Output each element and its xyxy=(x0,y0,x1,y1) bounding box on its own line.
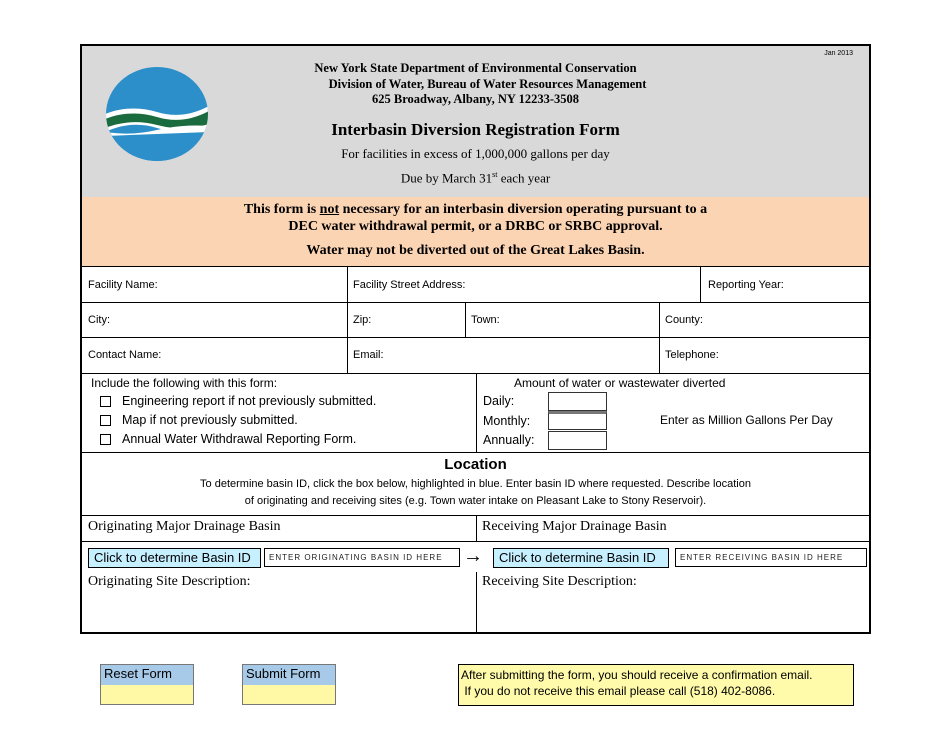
checklist-item[interactable]: Engineering report if not previously submitted. xyxy=(100,394,376,408)
notice-banner xyxy=(82,197,869,266)
checkbox[interactable] xyxy=(100,415,111,426)
submit-form-label: Submit Form xyxy=(243,665,335,685)
annually-input[interactable] xyxy=(548,431,607,450)
telephone-field[interactable]: Telephone: xyxy=(665,349,719,361)
receiving-site-description[interactable]: Receiving Site Description: xyxy=(482,574,637,589)
receiving-basin-id-input[interactable]: ENTER RECEIVING BASIN ID HERE xyxy=(675,548,867,567)
originating-basin-id-input[interactable]: ENTER ORIGINATING BASIN ID HERE xyxy=(264,548,460,567)
form-subtitle: For facilities in excess of 1,000,000 gallons per day xyxy=(341,146,610,161)
monthly-input[interactable] xyxy=(548,411,607,430)
daily-label: Daily: xyxy=(483,394,515,408)
unit-note: Enter as Million Gallons Per Day xyxy=(660,413,833,427)
revision-date: Jan 2013 xyxy=(824,50,853,57)
zip-field[interactable]: Zip: xyxy=(353,314,372,326)
reset-form-button[interactable] xyxy=(100,664,194,705)
reset-form-label: Reset Form xyxy=(101,665,193,685)
facility-street-field[interactable]: Facility Street Address: xyxy=(353,279,466,291)
reporting-year-field[interactable]: Reporting Year: xyxy=(708,279,784,291)
determine-receiving-basin-button[interactable]: Click to determine Basin ID xyxy=(493,548,669,568)
location-instructions-1: To determine basin ID, click the box below, highlighted in blue. Enter basin ID where requested. Describe location xyxy=(200,478,751,490)
checklist-item[interactable]: Map if not previously submitted. xyxy=(100,413,298,427)
agency-address: 625 Broadway, Albany, NY 12233-3508 xyxy=(372,92,579,106)
daily-input[interactable] xyxy=(548,392,607,411)
town-field[interactable]: Town: xyxy=(471,314,500,326)
amount-heading: Amount of water or wastewater diverted xyxy=(514,376,726,390)
registration-form xyxy=(80,44,871,634)
county-field[interactable]: County: xyxy=(665,314,703,326)
notice-line-2: DEC water withdrawal permit, or a DRBC or SRBC approval. xyxy=(288,219,663,234)
notice-line-3: Water may not be diverted out of the Great Lakes Basin. xyxy=(306,243,645,258)
checkbox[interactable] xyxy=(100,434,111,445)
location-instructions-2: of originating and receiving sites (e.g. Town water intake on Pleasant Lake to Stony Reservoir). xyxy=(244,495,707,507)
include-heading: Include the following with this form: xyxy=(91,376,278,390)
arrow-right-icon: → xyxy=(463,545,483,567)
email-field[interactable]: Email: xyxy=(353,349,384,361)
location-title: Location xyxy=(444,456,507,473)
submit-form-button[interactable] xyxy=(242,664,336,705)
receiving-basin-label: Receiving Major Drainage Basin xyxy=(482,519,667,534)
agency-name: New York State Department of Environmental Conservation xyxy=(314,61,637,75)
contact-name-field[interactable]: Contact Name: xyxy=(88,349,162,361)
originating-basin-label: Originating Major Drainage Basin xyxy=(88,519,281,534)
form-header xyxy=(82,46,869,197)
facility-name-field[interactable]: Facility Name: xyxy=(88,279,158,291)
originating-site-description[interactable]: Originating Site Description: xyxy=(88,574,251,589)
city-field[interactable]: City: xyxy=(88,314,110,326)
due-date: Due by March 31st each year xyxy=(400,170,551,186)
monthly-label: Monthly: xyxy=(483,414,531,428)
confirmation-message: After submitting the form, you should receive a confirmation email. If you do not receive this email please call (518) 402-8086. xyxy=(458,664,854,706)
notice-line-1: This form is not necessary for an interbasin diversion operating pursuant to a xyxy=(243,202,708,217)
determine-originating-basin-button[interactable]: Click to determine Basin ID xyxy=(88,548,261,568)
checkbox[interactable] xyxy=(100,396,111,407)
checklist-item[interactable]: Annual Water Withdrawal Reporting Form. xyxy=(100,432,356,446)
annually-label: Annually: xyxy=(483,433,535,447)
division-name: Division of Water, Bureau of Water Resources Management xyxy=(328,77,647,91)
form-title: Interbasin Diversion Registration Form xyxy=(331,120,620,139)
